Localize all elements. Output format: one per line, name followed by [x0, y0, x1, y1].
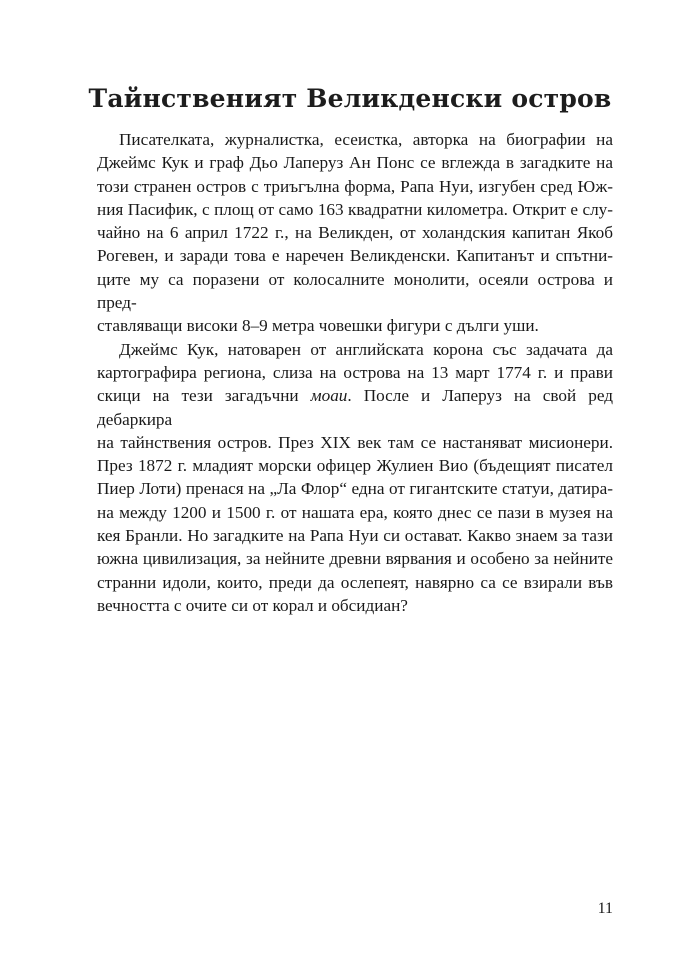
text-line: картографира региона, слиза на острова на 13 март 1774 г. и прави: [97, 362, 613, 382]
text-line: този странен остров с триъгълна форма, Рапа Нуи, изгубен сред Юж-: [97, 176, 613, 196]
page-number: 11: [597, 900, 613, 917]
text-line: Рогевен, и заради това е наречен Великденски. Капитанът и спътни-: [97, 246, 613, 266]
text-line: вечността с очите си от корал и обсидиан?: [97, 595, 408, 615]
italic-term: моаи: [310, 386, 348, 406]
text-line: Писателката, журналистка, есеистка, авторка на биографии на: [119, 130, 613, 149]
paragraph-2: [97, 338, 613, 618]
text-line: на между 1200 и 1500 г. от нашата ера, която днес се пази в музея на: [97, 502, 613, 522]
text-line: Пиер Лоти) пренася на „Ла Флор“ една от гигантските статуи, датира-: [97, 479, 613, 499]
text-line: Джеймс Кук и граф Дьо Лаперуз Ан Понс се вглежда в загадките на: [97, 153, 613, 173]
text-line: През 1872 г. младият морски офицер Жулиен Вио (бъдещият писател: [97, 456, 613, 476]
paragraph-1: [97, 128, 613, 338]
chapter-title: Тайнственият Великденски остров: [88, 84, 612, 113]
text-line: ставляващи високи 8–9 метра човешки фигури с дълги уши.: [97, 316, 539, 336]
text-line: чайно на 6 април 1722 г., на Великден, от холандския капитан Якоб: [97, 223, 613, 243]
text-run: . После и Лаперуз на свой ред дебаркира: [97, 386, 613, 429]
text-run: скици на тези загадъчни: [97, 386, 311, 406]
text-line: странни идоли, които, преди да ослепеят, навярно са се взирали във: [97, 572, 613, 592]
text-line: ците му са поразени от колосалните монолити, осеяли острова и пред-: [97, 269, 613, 313]
text-line: Джеймс Кук, натоварен от английската корона със задачата да: [119, 339, 613, 359]
text-line: кея Бранли. Но загадките на Рапа Нуи си остават. Какво знаем за тази: [97, 526, 613, 546]
body-text: [97, 128, 613, 617]
text-line-with-italic: [97, 384, 613, 431]
text-line: ния Пасифик, с площ от само 163 квадратни километра. Открит е слу-: [97, 199, 613, 219]
text-line: на тайнствения остров. През XIX век там се настаняват мисионери.: [97, 432, 613, 452]
text-line: южна цивилизация, за нейните древни вярвания и особено за нейните: [97, 549, 613, 569]
